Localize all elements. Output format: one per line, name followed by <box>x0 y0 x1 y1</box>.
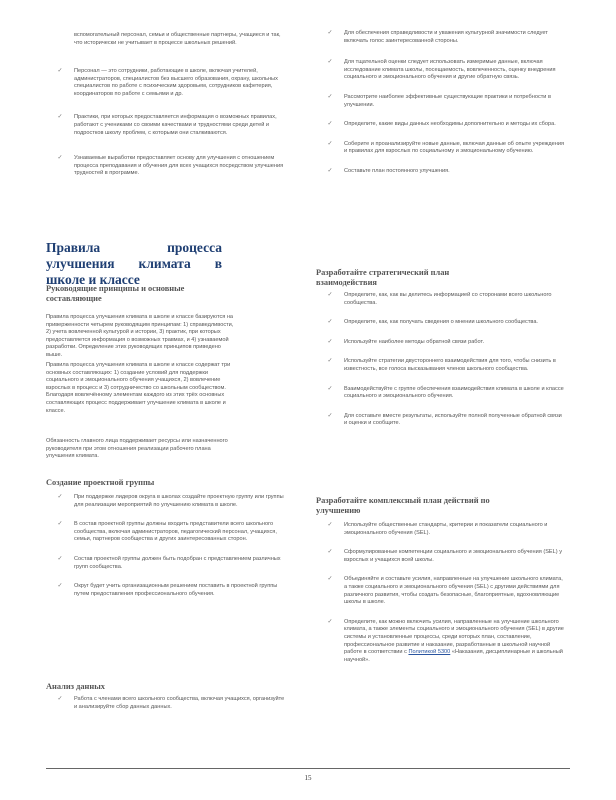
list-item <box>316 292 566 307</box>
list-item-text: Для обеспечения справедливости и уважения культурной значимости следует включать голос заинтересованной стороны. <box>344 30 548 44</box>
policy-5300-link[interactable]: Политикой 5300 <box>408 649 451 656</box>
principles-paragraph-2: Правила процесса улучшения климата в школе и классе содержат три основных составляющих: 1) создание условий для поддержки социального и эмоционального обучения учащихся, 2) вовлечение взрослых в процесс и 3) сотрудничество со школьным сообществом. Благодаря вовлечённому элементам каждого из этих трёх основных составляющих процесс поддерживает улучшение климата в школе и классе. <box>46 362 231 414</box>
list-item <box>46 494 286 509</box>
list-item-text: При поддержке лидеров округа в школах создайте проектную группу или группы для реализации мероприятий по улучшению климата в школе. <box>74 494 284 508</box>
strategic-bullet-list <box>316 292 566 438</box>
list-item-text: Определите, как, как вы делитесь информацией со сторонами всего школьного сообщества. <box>344 292 552 306</box>
team-heading: Создание проектной группы <box>46 478 155 487</box>
bullet-marker: ✓ <box>327 385 333 392</box>
list-item-text: Округ будет учить организационным решением поставить в проектной группы путем предоставления профессионального обучения. <box>74 583 278 597</box>
bullet-marker: ✓ <box>327 338 333 345</box>
complex-bullet-list <box>316 522 566 674</box>
bullet-marker: ✓ <box>57 114 63 121</box>
page-number: 15 <box>304 774 312 782</box>
bullet-marker: ✓ <box>57 555 63 562</box>
strategic-plan-heading: Разработайте стратегический план взаимодействия <box>316 268 450 287</box>
bullet-marker: ✓ <box>57 521 63 528</box>
team-bullet-list <box>46 494 286 608</box>
list-item <box>46 68 286 98</box>
intro-bullet-list <box>46 68 286 188</box>
analysis-heading: Анализ данных <box>46 682 105 691</box>
complex-plan-heading: Разработайте комплексный план действий по улучшению <box>316 496 490 515</box>
list-item-text: Используйте стратегии двустороннего взаимодействия для того, чтобы снизить в известность, все голоса высказывания членов школьного сообщества. <box>344 358 556 372</box>
list-item <box>46 696 286 711</box>
list-item-text: Практики, при которых предоставляется информация о возможных правилах, работают с учениками со своими качествами и трудностями среди детей и подростков школу проблем, с которыми они сталкиваются. <box>74 114 277 136</box>
list-item <box>316 339 566 347</box>
bullet-marker: ✓ <box>327 140 333 147</box>
list-item-text: Взаимодействуйте с группе обеспечения взаимодействия климата в школе и классе социального и эмоционального обучения. <box>344 385 564 400</box>
list-item <box>316 619 566 665</box>
intro-tail-text: вспомогательный персонал, семьи и общественные партнеры, учащиеся и так, что исторически не учитывает в процессе школьных решений. <box>74 32 281 46</box>
bullet-marker: ✓ <box>327 358 333 365</box>
bullet-marker: ✓ <box>327 549 333 556</box>
list-item <box>46 521 286 544</box>
list-item <box>316 94 566 109</box>
bullet-marker: ✓ <box>327 59 333 66</box>
analysis-bullet-list <box>46 696 286 721</box>
list-item-text-part: «Наказания, дисциплинарные и школьный научной». <box>344 649 563 663</box>
bullet-marker: ✓ <box>57 68 63 74</box>
bullet-marker: ✓ <box>57 696 63 702</box>
list-item <box>46 556 286 571</box>
list-item <box>46 583 286 598</box>
list-item <box>316 386 566 401</box>
bullet-marker: ✓ <box>327 30 333 36</box>
list-item <box>316 358 566 373</box>
list-item-text: Для тщательной оценки следует использовать измеримые данные, включая исследование климата школы, посещаемость, вовлеченность, оценку внедрения социального и эмоционального обучения и другие обратную связь. <box>344 59 556 81</box>
principles-paragraph-1: Правила процесса улучшения климата в школе и классе базируются на приверженности четырем руководящим принципам: 1) справедливости, 2) учета вовлеченной культурой и истории, 3) практик, при которых предоставляется информация о возможных травмах, и 4) узнаваемой разработки. Определение этих руководящих принципов приведено выше. <box>46 314 234 358</box>
list-item-text: Определите, какие виды данных необходимы дополнительно и методы их сбора. <box>344 121 556 128</box>
list-item-text: Объединяйте и составьте усилия, направленные на улучшение школьного климата, а также социального и эмоционального обучения (SEL) с другими действиями для различного развития, чтобы создать безопасные, благоприятные, вдохновляющие школы в школе. <box>344 576 563 606</box>
list-item <box>316 576 566 606</box>
bullet-marker: ✓ <box>327 319 333 326</box>
list-item <box>46 155 286 178</box>
bullet-marker: ✓ <box>327 167 333 174</box>
bullet-marker: ✓ <box>327 412 333 419</box>
list-item-text: В состав проектной группы должны входить представители всего школьного сообщества, включая администраторов, педагогический персонал, учащихся, семьи, партнеров сообщества и других заинтересованных сторон. <box>74 521 277 543</box>
principles-heading: Руководящие принципы и основные составляющие <box>46 284 185 303</box>
bullet-marker: ✓ <box>327 292 333 298</box>
list-item-text: Сформулированные компетенции социального и эмоционального обучения (SEL) у взрослых и учащихся всей школы. <box>344 549 562 563</box>
list-item-text: Составьте план постоянного улучшения. <box>344 167 450 174</box>
bullet-marker: ✓ <box>327 522 333 528</box>
analysis-continued-list <box>316 30 566 186</box>
list-item <box>316 522 566 537</box>
list-item-text: Для составьте вместе результаты, используйте полной полученные обратной связи и оценки и сообщите. <box>344 412 562 427</box>
bullet-marker: ✓ <box>327 93 333 100</box>
bullet-marker: ✓ <box>327 121 333 128</box>
list-item-text: Используйте наиболее методы обратной связи работ. <box>344 338 484 345</box>
list-item-text: Состав проектной группы должен быть подобран с представлением различных групп сообщества. <box>74 555 281 570</box>
list-item <box>316 141 566 156</box>
list-item-text: Рассмотрите наиболее эффективные существующие практики и потребности в улучшении. <box>344 93 551 108</box>
footer-divider <box>46 768 570 769</box>
list-item-text: Определите, как, как получать сведения о мнении школьного сообщества. <box>344 319 538 326</box>
list-item-text <box>344 619 566 665</box>
list-item <box>316 319 566 327</box>
bullet-marker: ✓ <box>57 155 63 162</box>
list-item-text-part: Определите, как можно включить усилия, направленные на улучшение школьного климата, а также элементы социального и эмоционального обучения (SEL) в другие системы и установленные процессы, среди которых план, составление, профессиональное развитие и наказание, разработанные в школьной научной работе в соответствии с <box>344 618 564 656</box>
list-item-text: Персонал — это сотрудники, работающие в школе, включая учителей, администраторов, специалистов без высшего образования, охрану, школьных специалистов по работе с психическим здоровьем, сотрудников кафетерия, координаторов по работе с семьями и др. <box>74 68 278 97</box>
list-item <box>316 30 566 45</box>
list-item <box>316 59 566 82</box>
list-item-text: Используйте общественные стандарты, критерии и показатели социального и эмоционального обучения (SEL). <box>344 522 548 536</box>
bullet-marker: ✓ <box>57 494 63 500</box>
list-item <box>316 168 566 176</box>
list-item <box>316 549 566 564</box>
principles-paragraph-3: Обязанность главного лица поддерживает ресурсы или назначенного руководителя при этом отношения реализации рабочего плана улучшения климата. <box>46 438 228 460</box>
list-item <box>46 114 286 137</box>
bullet-marker: ✓ <box>327 576 333 583</box>
list-item-text: Работа с членами всего школьного сообщества, включая учащихся, организуйте и анализируйте сбор данных данных. <box>74 696 285 710</box>
list-item <box>316 121 566 129</box>
list-item <box>316 413 566 428</box>
bullet-marker: ✓ <box>327 618 333 625</box>
page-title: Правила процесса улучшения климата в школе и классе <box>46 240 222 287</box>
list-item-text: Соберите и проанализируйте новые данные, включая данные об опыте учреждения и правилах для взрослых по социальному и эмоциональному обучению. <box>344 140 564 155</box>
list-item-text: Узнаваемые выработки предоставляет основу для улучшения с отношением процесса преподавания и обучения для всех учащихся посредством улучшения трудностей в программе. <box>74 155 284 177</box>
bullet-marker: ✓ <box>57 583 63 590</box>
